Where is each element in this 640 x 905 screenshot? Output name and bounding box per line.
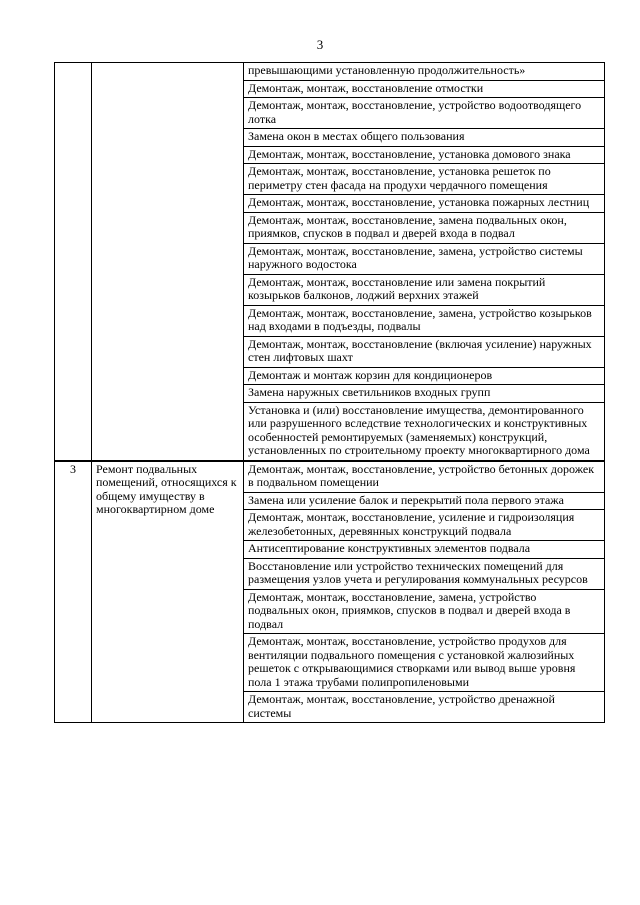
work-item-cell: Демонтаж, монтаж, восстановление, устройство водоотводящего лотка: [244, 98, 605, 129]
work-item-cell: Демонтаж, монтаж, восстановление, усиление и гидроизоляция железобетонных, деревянных конструкций подвала: [244, 510, 605, 541]
work-item-cell: Демонтаж, монтаж, восстановление, замена подвальных окон, приямков, спусков в подвал и дверей входа в подвал: [244, 212, 605, 243]
page-number: 3: [316, 37, 324, 52]
work-item-cell: Демонтаж, монтаж, восстановление, замена, устройство системы наружного водостока: [244, 243, 605, 274]
table-row: [55, 63, 605, 81]
work-item-cell: Демонтаж, монтаж, восстановление, установка решеток по периметру стен фасада на продухи чердачного помещения: [244, 164, 605, 195]
work-item-cell: Демонтаж и монтаж корзин для кондиционеров: [244, 367, 605, 385]
work-item-cell: Демонтаж, монтаж, восстановление (включая усиление) наружных стен лифтовых шахт: [244, 336, 605, 367]
work-item-cell: Демонтаж, монтаж, восстановление, устройство дренажной системы: [244, 692, 605, 723]
work-item-cell: Замена или усиление балок и перекрытий пола первого этажа: [244, 492, 605, 510]
work-item-cell: Установка и (или) восстановление имущества, демонтированного или разрушенного вследствие технологических и конструктивных особенностей ремонтируемых (заменяемых) конструкций, установленных по строительному проекту многоквартирного дома: [244, 402, 605, 461]
section-title-cell: [92, 63, 244, 461]
work-item-cell: Демонтаж, монтаж, восстановление, замена, устройство подвальных окон, приямков, спусков в подвал и дверей входа в подвал: [244, 589, 605, 634]
work-item-cell: Замена наружных светильников входных групп: [244, 385, 605, 403]
works-table-body: [55, 63, 605, 723]
work-item-cell: Антисептирование конструктивных элементов подвала: [244, 541, 605, 559]
work-item-cell: Демонтаж, монтаж, восстановление, замена, устройство козырьков над входами в подъезды, подвалы: [244, 305, 605, 336]
work-item-cell: Демонтаж, монтаж, восстановление, устройство бетонных дорожек в подвальном помещении: [244, 461, 605, 493]
work-item-cell: превышающими установленную продолжительность»: [244, 63, 605, 81]
section-number-cell: [55, 63, 92, 461]
section-title-cell: Ремонт подвальных помещений, относящихся к общему имуществу в многоквартирном доме: [92, 461, 244, 723]
section-number-cell: 3: [55, 461, 92, 723]
work-item-cell: Демонтаж, монтаж, восстановление или замена покрытий козырьков балконов, лоджий верхних этажей: [244, 274, 605, 305]
work-item-cell: Демонтаж, монтаж, восстановление, установка домового знака: [244, 146, 605, 164]
table-row: [55, 461, 605, 493]
works-table: [54, 62, 605, 723]
work-item-cell: Демонтаж, монтаж, восстановление, установка пожарных лестниц: [244, 195, 605, 213]
work-item-cell: Восстановление или устройство технических помещений для размещения узлов учета и регулирования коммунальных ресурсов: [244, 558, 605, 589]
work-item-cell: Замена окон в местах общего пользования: [244, 129, 605, 147]
work-item-cell: Демонтаж, монтаж, восстановление, устройство продухов для вентиляции подвального помещения с установкой жалюзийных решеток с открывающимися створками или вывод выше уровня пола 1 этажа трубами полипропиленовыми: [244, 634, 605, 692]
work-item-cell: Демонтаж, монтаж, восстановление отмостки: [244, 80, 605, 98]
